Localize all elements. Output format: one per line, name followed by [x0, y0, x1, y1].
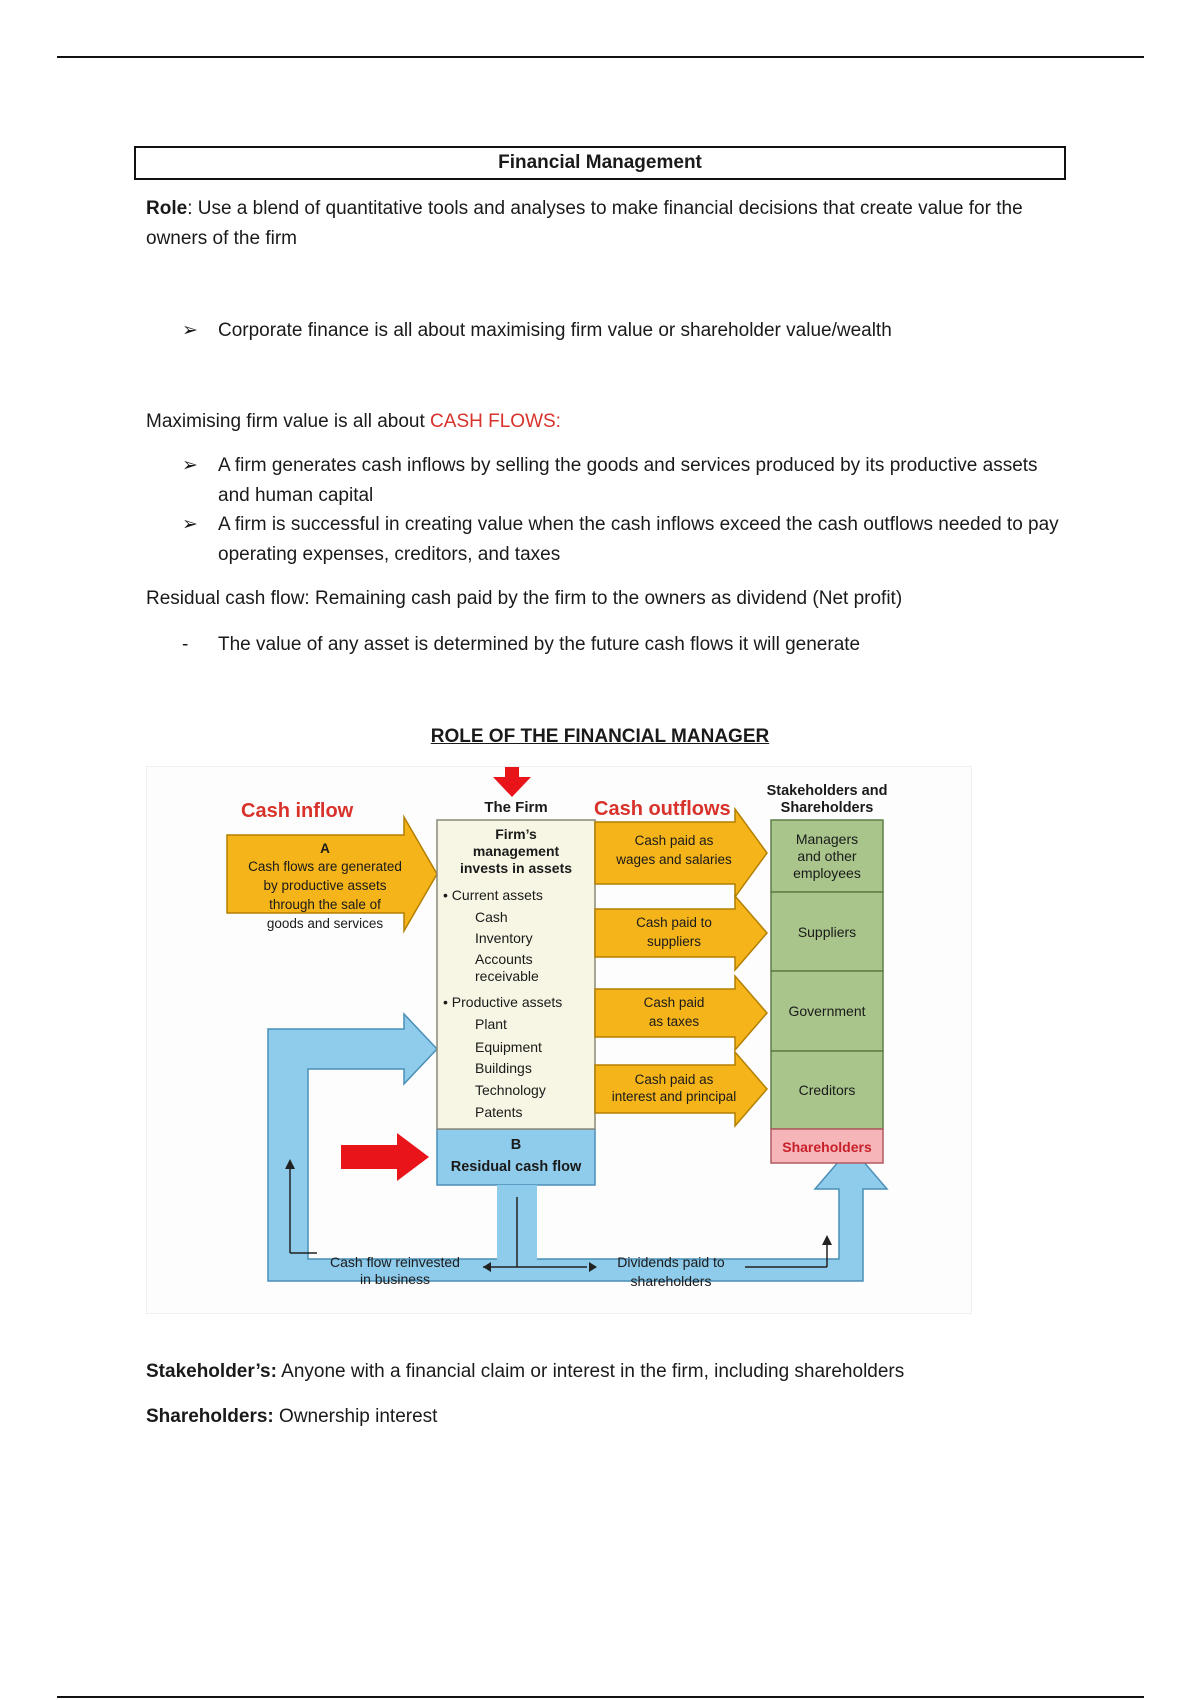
inflow-line: through the sale of [269, 897, 381, 912]
firm-line: Buildings [475, 1060, 532, 1076]
arrow-bullet-icon: ➢ [182, 455, 198, 476]
stakeholder-line: employees [793, 865, 861, 881]
firm-line: receivable [475, 968, 539, 984]
diagram-svg [147, 767, 971, 1313]
cash-flows-intro [146, 407, 1068, 437]
role-label: Role [146, 198, 188, 219]
financial-manager-diagram [146, 766, 972, 1314]
inflow-line: A [320, 841, 330, 856]
stakeholder-line: Suppliers [797, 924, 857, 940]
arrow-bullet-icon: ➢ [182, 320, 198, 341]
shareholders-def-label: Shareholders: [146, 1406, 274, 1427]
outflow-line: Cash paid to [636, 915, 712, 930]
reinvested-line: Cash flow reinvested [330, 1254, 460, 1270]
intro-text: Maximising firm value is all about [146, 411, 431, 432]
residual-paragraph: Residual cash flow: Remaining cash paid by the firm to the owners as dividend (Net profit) [146, 588, 903, 609]
role-text: : Use a blend of quantitative tools and analyses to make financial decisions that create value for the owners of the firm [146, 198, 1023, 249]
firm-line: Firm’s [495, 826, 537, 842]
inflow-line: goods and services [266, 916, 384, 931]
bullet-text: A firm is successful in creating value when the cash inflows exceed the cash outflows needed to pay operating expenses, creditors, and taxes [218, 514, 1059, 565]
page-title: Financial Management [134, 146, 1066, 180]
top-red-arrow [493, 767, 531, 797]
dividends-line: shareholders [630, 1273, 712, 1289]
shareholders-definition [146, 1402, 1068, 1432]
stakeholders-title: Stakeholders and [766, 783, 888, 799]
stakeholders-def-label: Stakeholder’s: [146, 1361, 277, 1382]
outflow-line: wages and salaries [616, 852, 732, 867]
stakeholders-def-text: Anyone with a financial claim or interest in the firm, including shareholders [276, 1361, 905, 1382]
cash-flows-highlight: CASH FLOWS: [430, 411, 561, 432]
reinvested-line: in business [359, 1271, 431, 1287]
residual-line: Residual cash flow [450, 1159, 582, 1175]
outflow-arrow-taxes [595, 976, 767, 1050]
outflow-line: Cash paid as [634, 833, 714, 848]
stakeholder-line: Creditors [798, 1082, 856, 1098]
the-firm-label: The Firm [484, 799, 548, 816]
role-paragraph [146, 194, 1068, 254]
outflow-line: interest and principal [611, 1089, 737, 1104]
section-heading: ROLE OF THE FINANCIAL MANAGER [430, 726, 770, 747]
cash-outflows-title: Cash outflows [594, 798, 731, 820]
cash-inflow-title: Cash inflow [241, 800, 354, 822]
outflow-line: suppliers [646, 934, 702, 949]
dash-bullet-icon: - [182, 634, 189, 655]
firm-line: Plant [475, 1016, 507, 1032]
outflow-line: as taxes [648, 1014, 700, 1029]
stakeholder-line: Managers [795, 831, 859, 847]
inflow-line: by productive assets [263, 878, 387, 893]
firm-line: Equipment [475, 1039, 542, 1055]
dividends-line: Dividends paid to [617, 1254, 725, 1270]
residual-line: B [510, 1137, 522, 1153]
firm-line: • Current assets [443, 887, 543, 903]
shareholders-box-label: Shareholders [782, 1139, 872, 1155]
arrow-bullet-icon: ➢ [182, 514, 198, 535]
firm-line: Technology [475, 1082, 546, 1098]
stakeholder-line: Government [788, 1003, 866, 1019]
firm-line: invests in assets [459, 860, 573, 876]
stakeholder-line: and other [797, 848, 857, 864]
inflow-line: Cash flows are generated [248, 859, 402, 874]
outflow-line: Cash paid as [634, 1072, 714, 1087]
outflow-arrow-suppliers [595, 896, 767, 970]
firm-line: Accounts [475, 951, 533, 967]
top-rule [57, 56, 1144, 58]
loop-arrowhead-right-up [822, 1235, 832, 1245]
firm-line: management [472, 843, 560, 859]
firm-line: Cash [475, 909, 508, 925]
stakeholders-definition [146, 1357, 1068, 1387]
firm-line: Patents [475, 1104, 523, 1120]
bullet-text: Corporate finance is all about maximising firm value or shareholder value/wealth [218, 320, 892, 341]
firm-line: Inventory [475, 930, 533, 946]
inflow-arrow [227, 817, 437, 931]
bullet-text: The value of any asset is determined by the future cash flows it will generate [218, 634, 861, 655]
stakeholders-title: Shareholders [780, 800, 874, 816]
outflow-line: Cash paid [643, 995, 705, 1010]
bottom-rule [57, 1696, 1144, 1698]
shareholders-def-text: Ownership interest [273, 1406, 438, 1427]
firm-line: • Productive assets [443, 994, 563, 1010]
bullet-text: A firm generates cash inflows by selling the goods and services produced by its productive assets and human capital [218, 455, 1038, 506]
side-red-arrow [341, 1133, 429, 1181]
